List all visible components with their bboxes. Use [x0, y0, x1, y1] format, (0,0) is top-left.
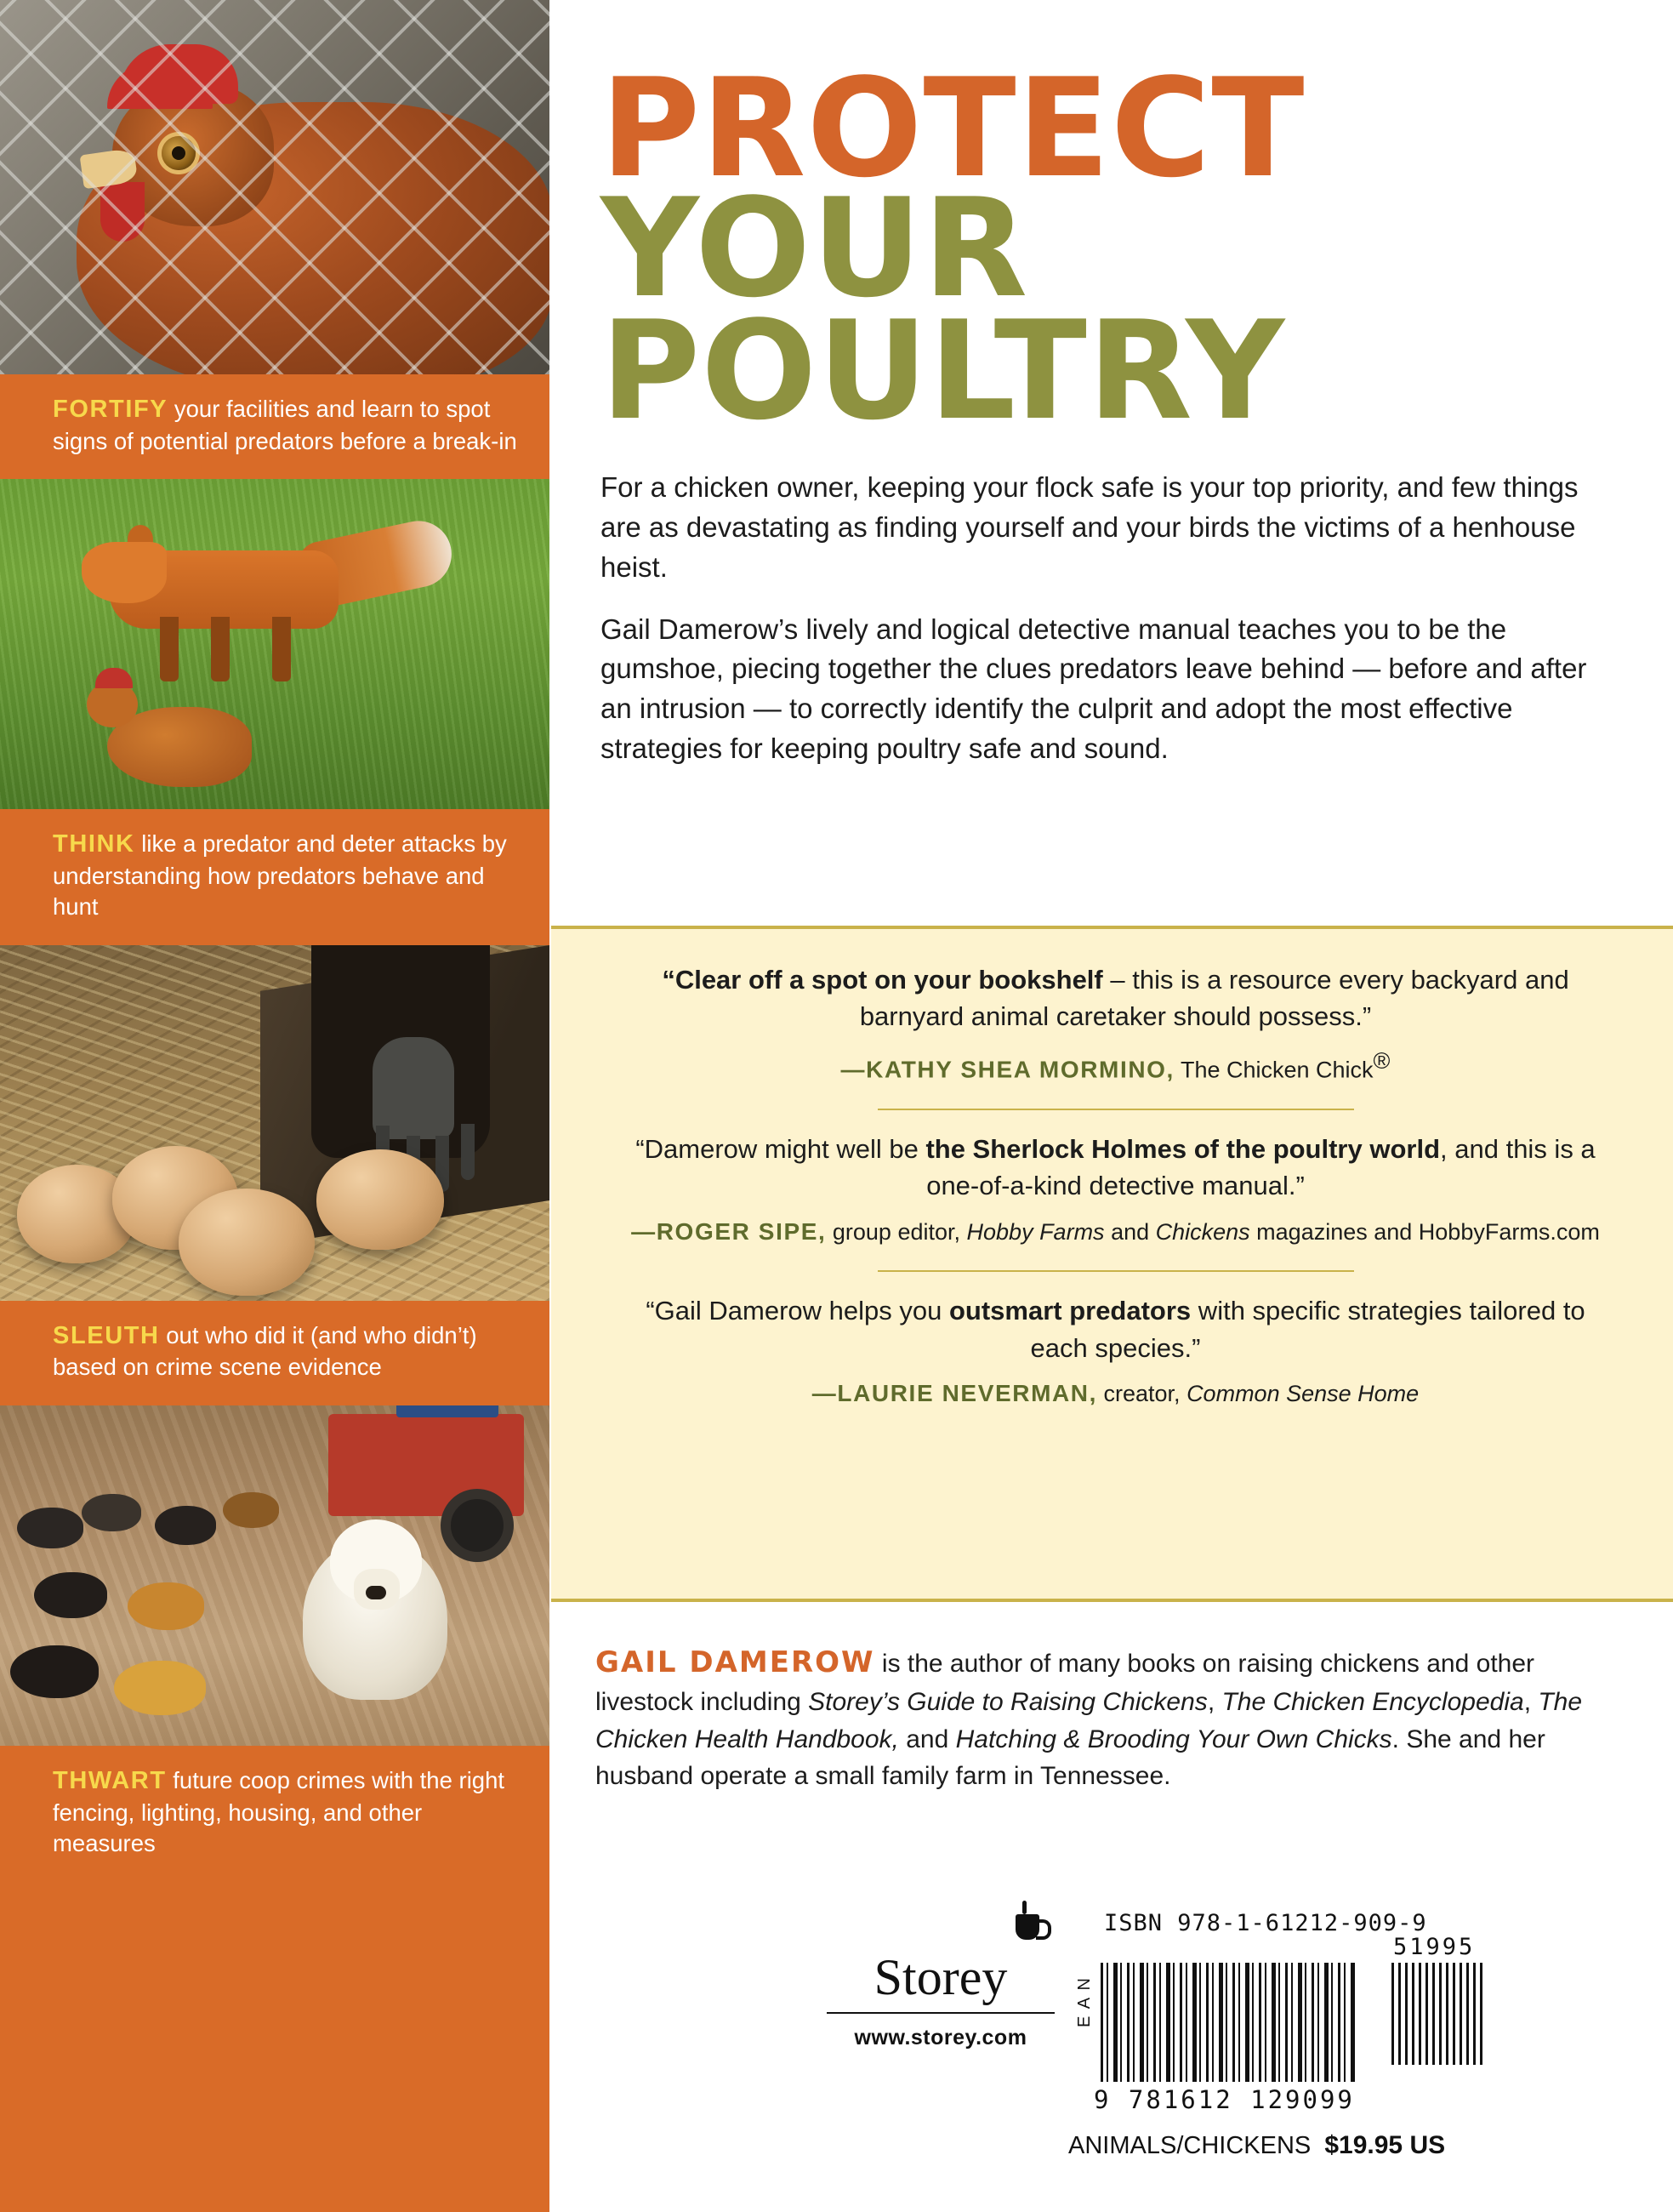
raccoon-claw-shape: [461, 1124, 475, 1180]
bio-part-1: is the author of many books on raising chickens and other livestock including: [595, 1650, 1535, 1717]
price-addon-barcode: [1391, 1963, 1485, 2065]
cup-handle-shape: [1036, 1919, 1051, 1940]
fox-leg-shape: [272, 617, 291, 681]
barcode-bars: [1101, 1963, 1356, 2082]
fox-leg-shape: [211, 617, 230, 681]
bio-book-title-4: Hatching & Brooding Your Own Chicks: [955, 1725, 1392, 1753]
bio-book-title-1: Storey’s Guide to Raising Chickens: [808, 1688, 1208, 1717]
feature-text: your facilities and learn to spot signs of potential predators before a break-in: [53, 396, 517, 454]
publisher-url[interactable]: www.storey.com: [854, 2026, 1027, 2050]
quote-post: , and this is a one-of-a-kind detective manual.”: [926, 1133, 1596, 1201]
bio-sep-1: ,: [1207, 1688, 1222, 1717]
chicken-shape: [114, 1661, 206, 1715]
quote-divider: [878, 1270, 1354, 1272]
quote-rest: – this is a resource every backyard and barnyard animal caretaker should possess.”: [859, 965, 1569, 1032]
feature-keyword: SLEUTH: [53, 1321, 160, 1349]
attribution-role: The Chicken Chick: [1174, 1057, 1374, 1083]
role-post: magazines and HobbyFarms.com: [1249, 1218, 1600, 1245]
raccoon-paw-shape: [373, 1037, 454, 1139]
quote-divider: [878, 1109, 1354, 1110]
footer-isbn-area: [549, 1884, 1673, 2212]
feature-caption-sleuth: [0, 1301, 549, 1405]
bio-book-title-3: The Chicken Health Handbook,: [595, 1688, 1583, 1753]
feature-caption-think: [0, 809, 549, 945]
quote-post: with specific strategies tailored to each species.”: [1030, 1296, 1585, 1363]
role-mid: and: [1104, 1218, 1156, 1245]
quote-attribution: [617, 1215, 1613, 1249]
attribution-name: —ROGER SIPE,: [631, 1217, 827, 1245]
price-addon-digits: 51995: [1393, 1934, 1476, 1960]
feature-text: future coop crimes with the right fencing, lighting, housing, and other measures: [53, 1766, 505, 1857]
quote-text: [617, 1292, 1613, 1366]
category-label: ANIMALS/CHICKENS: [1068, 2132, 1312, 2159]
chicken-shape: [34, 1572, 107, 1618]
description-paragraph-1: For a chicken owner, keeping your flock safe is your top priority, and few things are as devastating as finding yourself and your birds the victims of a henhouse heist.: [600, 471, 1579, 583]
feature-caption-thwart: [0, 1746, 549, 1882]
coffee-cup-icon: [1010, 1901, 1044, 1945]
attribution-role: [826, 1219, 1599, 1245]
feature-panel-thwart: [0, 1405, 549, 1882]
quote-attribution: [617, 1046, 1613, 1086]
feature-panel-sleuth: [0, 945, 549, 1405]
chicken-shape: [82, 1494, 141, 1531]
feature-caption-fortify: [0, 374, 549, 479]
quote-attribution: [617, 1377, 1613, 1411]
registered-mark: ®: [1373, 1047, 1391, 1074]
book-title-block: [600, 48, 1621, 450]
role-title-1: Common Sense Home: [1186, 1381, 1420, 1407]
role-pre: creator,: [1097, 1381, 1187, 1407]
isbn-text: ISBN 978-1-61212-909-9: [1104, 1910, 1427, 1936]
attribution-name: —LAURIE NEVERMAN,: [811, 1380, 1098, 1407]
bio-sep-3: and: [898, 1725, 956, 1753]
attribution-name: —KATHY SHEA MORMINO,: [840, 1056, 1175, 1083]
category-price-line: [1068, 2131, 1445, 2160]
title-line-2: YOUR POULTRY: [600, 168, 1286, 450]
bio-sep-2: ,: [1523, 1688, 1539, 1717]
description-paragraph-2: Gail Damerow’s lively and logical detective manual teaches you to be the gumshoe, piecing together the clues predators leave behind — before and after an intrusion — to correctly identify the culprit and adopt the most effective strategies for keeping poultry safe and sound.: [600, 613, 1587, 765]
price-label: $19.95 US: [1324, 2131, 1446, 2159]
left-feature-column: [0, 0, 549, 2212]
quote-pre: “Gail Damerow helps you: [646, 1296, 949, 1326]
quote-lead: “Clear off a spot on your bookshelf: [662, 965, 1103, 995]
quote-text: [617, 1131, 1613, 1205]
book-description: [600, 468, 1608, 791]
bio-part-2: . She and her husband operate a small family farm in Tennessee.: [595, 1725, 1545, 1791]
praise-quote-2: [617, 1131, 1613, 1249]
egg-shape: [316, 1149, 444, 1250]
raccoon-paw-eggs-photo: [0, 945, 549, 1301]
chicken-shape: [10, 1645, 99, 1698]
feature-text: like a predator and deter attacks by understanding how predators behave and hunt: [53, 830, 507, 921]
fox-head-shape: [82, 542, 167, 603]
fox-leg-shape: [160, 617, 179, 681]
feature-panel-fortify: [0, 0, 549, 479]
chicken-shape: [128, 1582, 204, 1630]
author-name: GAIL DAMEROW: [595, 1645, 875, 1679]
ean-label: E A N: [1075, 1976, 1094, 2028]
flock-guardian-dog-photo: [0, 1405, 549, 1746]
publisher-rule: [827, 2012, 1055, 2014]
steam-shape: [1022, 1901, 1027, 1914]
feature-text: out who did it (and who didn’t) based on crime scene evidence: [53, 1321, 477, 1381]
author-bio: [595, 1642, 1599, 1795]
feature-keyword: FORTIFY: [53, 396, 168, 423]
praise-quote-3: [617, 1292, 1613, 1411]
bio-book-title-2: The Chicken Encyclopedia: [1221, 1688, 1524, 1717]
hen-behind-fence-photo: [0, 0, 549, 374]
chain-link-fence-overlay: [0, 0, 549, 374]
fox-stalking-hen-photo: [0, 479, 549, 809]
role-title-2: Chickens: [1155, 1218, 1250, 1245]
quote-bold: outsmart predators: [948, 1296, 1192, 1326]
guardian-dog-nose-shape: [366, 1586, 386, 1599]
role-pre: group editor,: [826, 1218, 967, 1245]
praise-quotes-box: [551, 926, 1673, 1602]
title-line-1: PROTECT: [600, 48, 1306, 208]
feature-keyword: THINK: [53, 830, 135, 858]
feature-keyword: THWART: [53, 1766, 167, 1794]
hen-head-shape: [87, 681, 138, 727]
publisher-logo: [813, 1948, 1068, 2050]
addon-bars: [1391, 1963, 1485, 2065]
praise-quote-1: [617, 961, 1613, 1086]
role-title-1: Hobby Farms: [966, 1218, 1105, 1245]
chicken-shape: [155, 1506, 216, 1545]
chicken-shape: [223, 1492, 279, 1528]
barcode-digits: 9 781612 129099: [1094, 2085, 1355, 2114]
tractor-cab-shape: [396, 1405, 498, 1417]
quote-pre: “Damerow might well be: [635, 1133, 926, 1164]
tractor-wheel-shape: [441, 1489, 514, 1562]
feature-panel-think: [0, 479, 549, 945]
chicken-shape: [17, 1508, 83, 1548]
attribution-role: [1097, 1381, 1419, 1406]
ean-barcode: [1101, 1963, 1356, 2082]
publisher-name: Storey: [873, 1949, 1008, 2005]
egg-shape: [179, 1189, 315, 1296]
quote-text: [617, 961, 1613, 1035]
quote-bold: the Sherlock Holmes of the poultry world: [925, 1133, 1441, 1164]
